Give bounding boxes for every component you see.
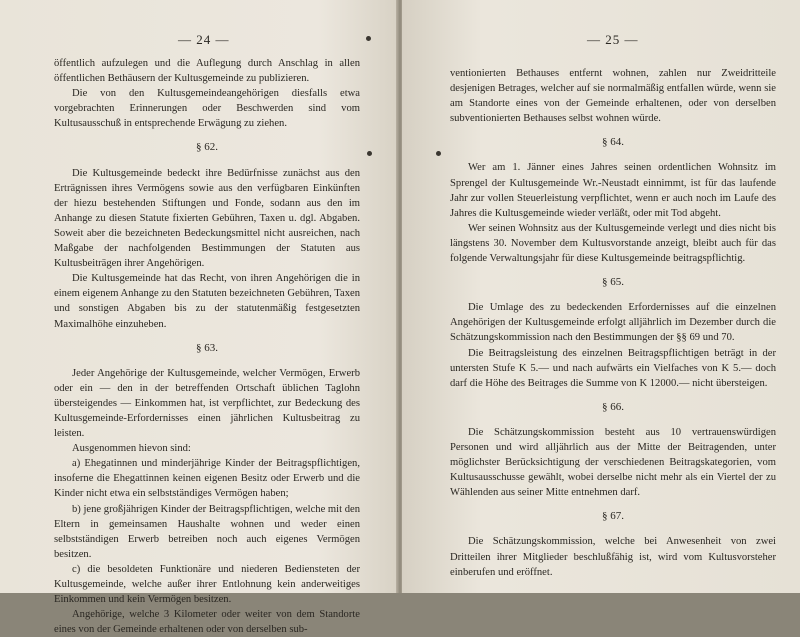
paragraph: Angehörige, welche 3 Kilometer oder weiter von dem Standorte eines von der Gemeinde erhaltenen oder von derselben sub-: [54, 609, 360, 636]
section-heading: § 65.: [602, 276, 624, 289]
paragraph: c) die besoldeten Funktionäre und niederen Bediensteten der Kultusgemeinde, welche außer ihrer Entlohnung kein anderweitiges Einkommen und kein Vermögen besitzen.: [54, 563, 360, 606]
staple-hole: [367, 151, 372, 156]
section-heading: § 62.: [196, 141, 218, 154]
paragraph: Jeder Angehörige der Kultusgemeinde, welcher Vermögen, Erwerb oder ein — den in der betreffenden Ortschaft üblichen Taglohn übersteigendes — Einkommen hat, ist verpflichtet, zur Bedeckung des Kultusgemeinde-Erfordernisses einen jährlichen Kultusbeitrag zu leisten.: [54, 367, 360, 440]
paragraph: Wer seinen Wohnsitz aus der Kultusgemeinde verlegt und dies nicht bis längstens 30. November dem Kultusvorstande anzeigt, bleibt auch für das folgende Verwaltungsjahr für diese Kultusgemeinde beitragspflichtig.: [450, 222, 776, 265]
paragraph: Die Kultusgemeinde hat das Recht, von ihren Angehörigen die in einem eigenem Anhange zu den Statuten bezeichneten Gebühren, Taxen und sonstigen Abgaben bis zu der statutenmäßig festgesetzten Maximalhöhe einzuheben.: [54, 273, 360, 330]
paragraph: Die Beitragsleistung des einzelnen Beitragspflichtigen beträgt in der untersten Stufe K 5.— und nach aufwärts ein Vielfaches von K 5.— doch darf die Höhe des Beitrages die Summe von K 12000.— nicht übersteigen.: [450, 347, 776, 389]
section-heading: § 63.: [196, 341, 218, 354]
page-body: [54, 56, 360, 637]
paragraph: Die Umlage des zu bedeckenden Erfordernisses auf die einzelnen Angehörigen der Kultusgemeinde erfolgt alljährlich im Dezember durch die Schätzungskommission nach den Bestimmungen der §§ 69 und 70.: [450, 302, 776, 344]
section-heading: § 64.: [602, 136, 624, 149]
section-heading: § 67.: [602, 510, 624, 523]
paragraph: Die Schätzungskommission, welche bei Anwesenheit von zwei Dritteilen ihrer Mitglieder beschlußfähig ist, wird vom Kultusvorsteher einberufen und eröffnet.: [450, 536, 776, 578]
paragraph: Die Schätzungskommission besteht aus 10 vertrauenswürdigen Personen und wird alljährlich aus der Mitte der Beitragenden, unter möglichster Berücksichtigung der verschiedenen Beitragskategorien, vom Kultusausschusse gewählt, wobei derselbe nicht mehr als ein Viertel der zu Wählenden aus seiner Mitte entnehmen darf.: [450, 426, 776, 499]
staple-hole: [366, 36, 371, 41]
paragraph: b) jene großjährigen Kinder der Beitragspflichtigen, welche mit den Eltern in gemeinsamen Haushalte wohnen und weder einen selbstständigen Erwerb betreiben noch auch eigenes Vermögen besitzen.: [54, 503, 360, 560]
page-number: — 25 —: [587, 32, 639, 47]
paragraph: ventionierten Bethauses entfernt wohnen, zahlen nur Zweidritteile desjenigen Betrages, welcher auf sie normalmäßig entfallen würde, wenn sie am Standorte eines von der Gemeinde erhaltenen, oder von derselben subventionierten Bethauses selbst wohnen würde.: [450, 68, 776, 125]
page-body: [450, 66, 776, 580]
left-page: [0, 0, 398, 636]
staple-hole: [436, 151, 441, 156]
section-heading: § 66.: [602, 400, 624, 413]
page-number: — 24 —: [178, 32, 230, 47]
paragraph: Die Kultusgemeinde bedeckt ihre Bedürfnisse zunächst aus den Erträgnissen ihres Vermögens sowie aus den verfügbaren Einkünften der hiezu bestehenden Stiftungen und Fonde, sodann aus den im Anhange zu diesen Statute fixierten Gebühren, Taxen u. dgl. Abgaben. Soweit aber die bezeichneten Bedeckungsmittel nicht ausreichen, nach Maßgabe der nachfolgenden Bestimmungen der Statuten aus Kultusbeiträgen ihrer Angehörigen.: [54, 167, 360, 270]
paragraph: a) Ehegatinnen und minderjährige Kinder der Beitragspflichtigen, insoferne die Ehegattinnen keinen eigenen Besitz oder Erwerb und die Kinder nicht etwa ein selbstständiges Vermögen haben;: [54, 458, 360, 500]
paragraph: Ausgenommen hievon sind:: [72, 443, 191, 455]
paragraph: öffentlich aufzulegen und die Auflegung durch Anschlag in allen öffentlichen Bethäusern der Kultusgemeinde zu publizieren.: [54, 58, 360, 85]
paragraph: Wer am 1. Jänner eines Jahres seinen ordentlichen Wohnsitz im Sprengel der Kultusgemeinde Wr.-Neustadt einnimmt, ist für das laufende Jahr zur vollen Steuerleistung verpflichtet, wenn er auch noch im Laufe des Jahres die Kultusgemeinde wieder verläßt, oder mit Tod abgeht.: [450, 162, 776, 219]
paragraph: Die von den Kultusgemeindeangehörigen diesfalls etwa vorgebrachten Erinnerungen oder Beschwerden sind vom Kultusausschuß in entsprechende Erwägung zu ziehen.: [54, 88, 360, 130]
